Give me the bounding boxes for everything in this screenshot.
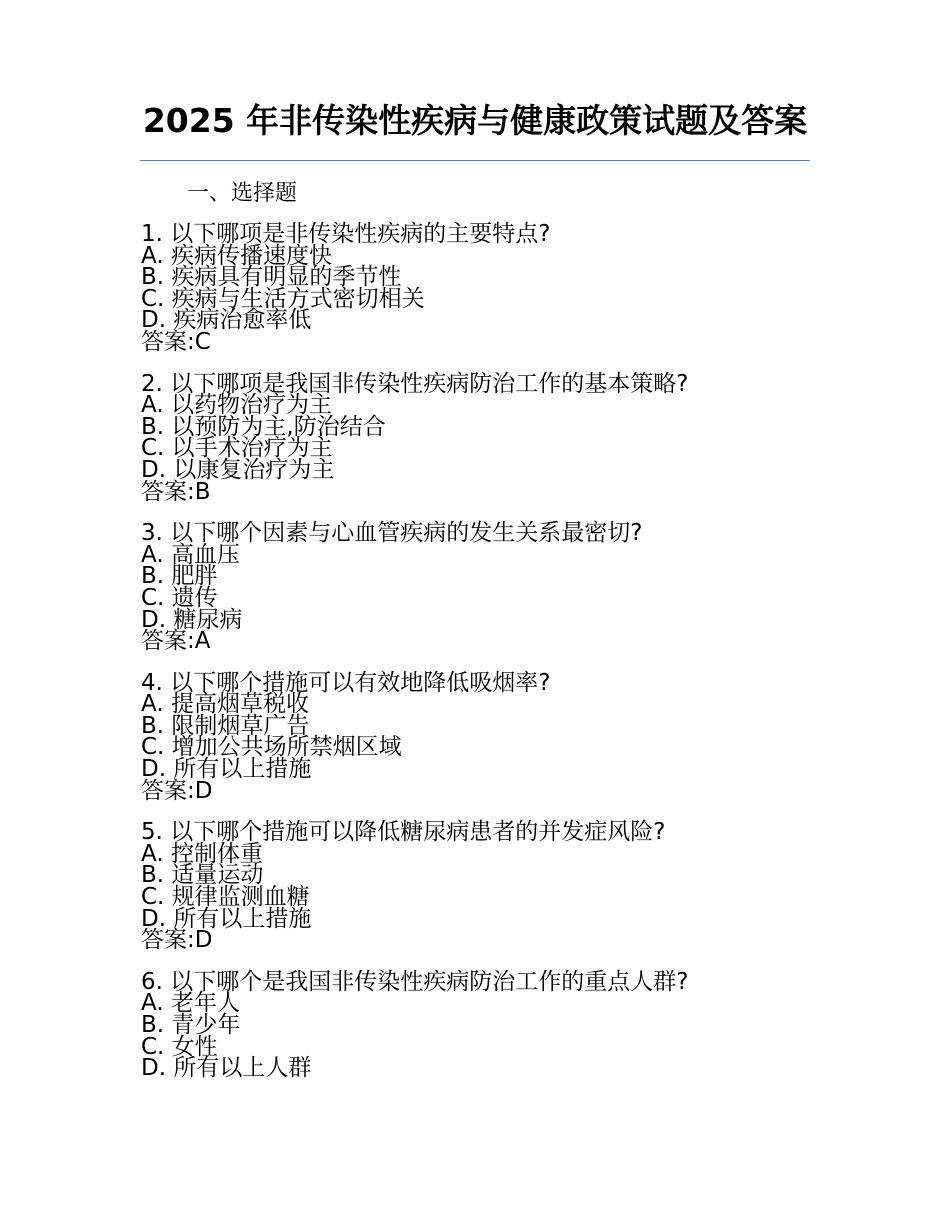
question-stem: 1. 以下哪项是非传染性疾病的主要特点?: [141, 221, 551, 247]
option-c: C. 疾病与生活方式密切相关: [141, 285, 425, 312]
option-b: B. 青少年: [141, 1012, 241, 1038]
option-b: B. 疾病具有明显的季节性: [141, 264, 402, 291]
title-underline: [140, 160, 810, 161]
option-b: B. 适量运动: [141, 862, 264, 889]
option-d: D. 糖尿病: [141, 606, 243, 633]
option-c: C. 规律监测血糖: [141, 884, 310, 911]
question-stem: 3. 以下哪个因素与心血管疾病的发生关系最密切?: [141, 520, 643, 547]
question-stem: 2. 以下哪项是我国非传染性疾病防治工作的基本策略?: [141, 370, 689, 397]
answer-line: 答案:D: [141, 927, 213, 954]
option-c: C. 以手术治疗为主: [141, 435, 333, 462]
question-stem: 5. 以下哪个措施可以降低糖尿病患者的并发症风险?: [141, 819, 666, 846]
option-c: C. 女性: [141, 1033, 218, 1060]
option-a: A. 控制体重: [141, 840, 263, 867]
option-d: D. 疾病治愈率低: [141, 307, 312, 334]
answer-line: 答案:D: [141, 777, 213, 804]
option-d: D. 以康复治疗为主: [141, 456, 335, 483]
option-c: C. 增加公共场所禁烟区域: [141, 734, 402, 761]
option-a: A. 提高烟草税收: [141, 691, 309, 718]
option-a: A. 高血压: [141, 541, 240, 568]
option-a: A. 老年人: [141, 990, 240, 1017]
option-d: D. 所有以上措施: [141, 756, 312, 783]
option-b: B. 以预防为主,防治结合: [141, 413, 386, 440]
question-stem: 6. 以下哪个是我国非传染性疾病防治工作的重点人群?: [141, 968, 689, 995]
option-c: C. 遗传: [141, 584, 218, 611]
question-4: [141, 669, 841, 804]
option-d: D. 所有以上措施: [141, 905, 312, 932]
answer-line: 答案:B: [141, 478, 211, 505]
question-list: [141, 221, 841, 1100]
option-d: D. 所有以上人群: [141, 1055, 312, 1082]
section-heading: 一、选择题: [187, 181, 298, 206]
answer-line: 答案:A: [141, 628, 211, 655]
question-2: [141, 370, 841, 505]
option-b: B. 肥胖: [141, 563, 218, 590]
option-a: A. 以药物治疗为主: [141, 392, 332, 419]
question-6: [141, 968, 841, 1082]
question-3: [141, 520, 841, 655]
answer-line: 答案:C: [141, 328, 211, 355]
option-a: A. 疾病传播速度快: [141, 242, 332, 269]
document-title: 2025 年非传染性疾病与健康政策试题及答案: [142, 101, 808, 140]
question-stem: 4. 以下哪个措施可以有效地降低吸烟率?: [141, 669, 551, 696]
question-1: [141, 221, 841, 355]
option-b: B. 限制烟草广告: [141, 712, 310, 739]
question-5: [141, 819, 841, 954]
